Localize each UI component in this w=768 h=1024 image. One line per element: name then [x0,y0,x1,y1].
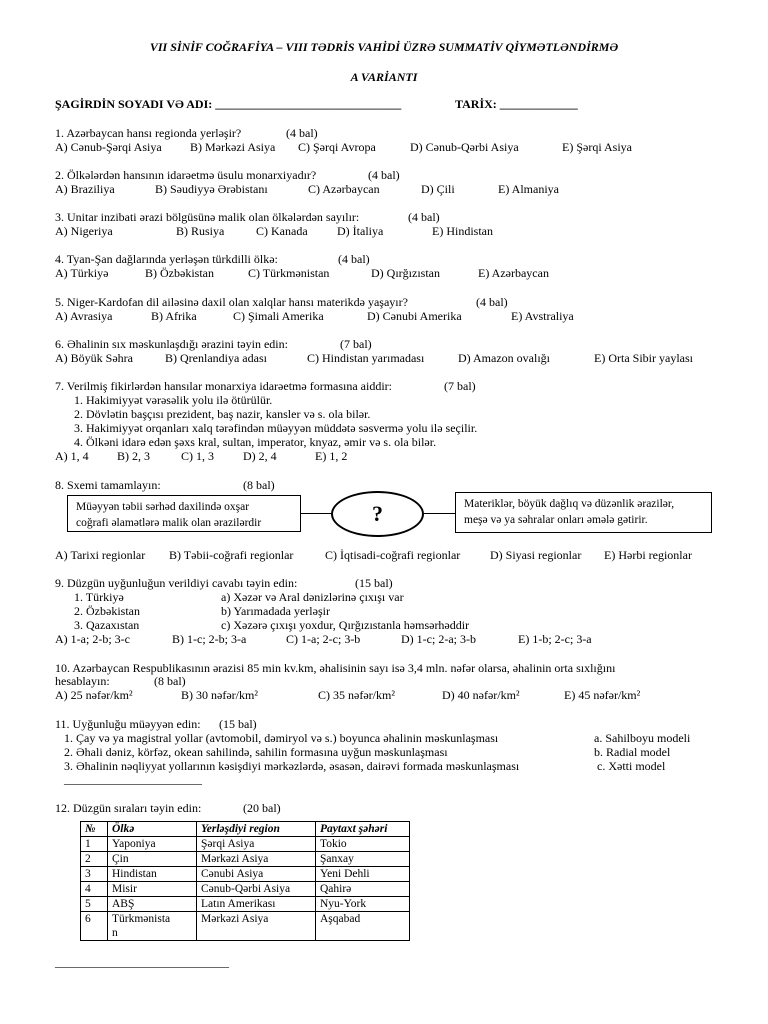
cell-number: 3 [81,867,108,882]
cell-country: Hindistan [108,867,197,882]
q11-left-2: 2. Əhali dəniz, körfəz, okean sahilində, sahilin formasına uyğun məskunlaşması [64,745,448,759]
date-line: TARİX: _____________ [455,97,578,111]
question-5: 5. Niger-Kardofan dil ailəsinə daxil olan xalqlar hansı materikdə yaşayır? [55,295,408,309]
question-2: 2. Ölkələrdən hansının idarəetmə üsulu monarxiyadır? [55,168,317,182]
q11-right-a: a. Sahilboyu modeli [594,731,691,745]
q4-option-a: A) Türkiyə [55,266,109,280]
col-header-number: № [81,822,108,837]
q6-option-a: A) Böyük Səhra [55,351,133,365]
q8-option-e: E) Hərbi regionlar [604,548,692,562]
table-row [81,852,410,867]
question-1: 1. Azərbaycan hansı regionda yerləşir? [55,126,242,140]
q9-left-1: 1. Türkiyə [74,590,124,604]
question-2-points: (4 bal) [368,168,400,182]
cell-country: Misir [108,882,197,897]
q12-answer-line[interactable]: _____________________________ [55,955,229,969]
q6-option-b: B) Qrenlandiya adası [165,351,267,365]
col-header-country: Ölkə [108,822,197,837]
q9-option-c: C) 1-a; 2-c; 3-b [286,632,361,646]
cell-region: Cənubi Asiya [197,867,316,882]
question-11: 11. Uyğunluğu müəyyən edin: [55,717,201,731]
q1-option-e: E) Şərqi Asiya [562,140,632,154]
q9-right-c: c) Xəzərə çıxışı yoxdur, Qırğızıstanla həmsərhəddir [221,618,470,632]
q4-option-e: E) Azərbaycan [478,266,549,280]
question-10-points: (8 bal) [154,674,186,688]
q9-option-e: E) 1-b; 2-c; 3-a [518,632,592,646]
cell-country: ABŞ [108,897,197,912]
q10-option-e: E) 45 nəfər/km² [564,688,641,702]
schema-right-line-2: meşə və ya səhralar onları əmələ gətirir. [464,514,648,526]
q11-left-3: 3. Əhalinin nəqliyyat yollarının kəsişdiyi mərkəzlərdə, əsasən, dairəvi formada məskunlaşması [64,759,520,773]
q7-statement-2: 2. Dövlətin başçısı prezident, baş nazir, kansler və s. ola bilər. [74,407,371,421]
q11-right-b: b. Radial model [594,745,671,759]
schema-left-line-2: coğrafi əlamətlərə malik olan ərazilərdir [76,517,262,529]
col-header-capital: Paytaxt şəhəri [316,822,410,837]
schema-right-box [455,492,712,533]
cell-country: Türkmənista n [108,912,197,941]
q11-left-1: 1. Çay və ya magistral yollar (avtomobil, dəmiryol və s.) boyunca əhalinin məskunlaşması [64,731,499,745]
q7-statement-1: 1. Hakimiyyət vərəsəlik yolu ilə ötürülür. [74,393,273,407]
q9-right-b: b) Yarımadada yerləşir [221,604,330,618]
q7-option-d: D) 2, 4 [243,449,277,463]
q9-left-3: 3. Qazaxıstan [74,618,140,632]
q2-option-a: A) Braziliya [55,182,115,196]
question-1-points: (4 bal) [286,126,318,140]
q9-option-a: A) 1-a; 2-b; 3-c [55,632,130,646]
q5-option-e: E) Avstraliya [511,309,574,323]
cell-capital: Qahirə [316,882,410,897]
question-7-points: (7 bal) [444,379,476,393]
q2-option-d: D) Çili [421,182,455,196]
schema-center-ellipse [331,491,424,537]
schema-left-connector [301,513,332,514]
question-4: 4. Tyan-Şan dağlarında yerləşən türkdilli ölkə: [55,252,278,266]
question-8-points: (8 bal) [243,478,275,492]
cell-number: 4 [81,882,108,897]
q7-option-e: E) 1, 2 [315,449,348,463]
q8-option-b: B) Təbii-coğrafi regionlar [169,548,294,562]
question-10: 10. Azərbaycan Respublikasının ərazisi 85 min kv.km, əhalisinin sayı isə 3,4 mln. nəfər olarsa, əhalinin orta sıxlığını [55,661,616,675]
q7-option-a: A) 1, 4 [55,449,89,463]
cell-region: Cənub-Qərbi Asiya [197,882,316,897]
schema-question-mark: ? [372,501,383,526]
q11-answer-line[interactable]: _______________________ [64,772,202,786]
q9-right-a: a) Xəzər və Aral dənizlərinə çıxışı var [221,590,404,604]
q6-option-c: C) Hindistan yarımadası [307,351,425,365]
q6-option-d: D) Amazon ovalığı [458,351,550,365]
table-row [81,837,410,852]
table-row [81,882,410,897]
col-header-region: Yerləşdiyi region [197,822,316,837]
country-table [80,821,410,941]
q10-option-c: C) 35 nəfər/km² [318,688,395,702]
q11-right-c: c. Xətti model [597,759,666,773]
question-3: 3. Unitar inzibati ərazi bölgüsünə malik olan ölkələrdən sayılır: [55,210,360,224]
cell-country: Çin [108,852,197,867]
cell-capital: Tokio [316,837,410,852]
q4-option-b: B) Özbəkistan [145,266,214,280]
q3-option-b: B) Rusiya [176,224,225,238]
schema-left-line-1: Müəyyən təbii sərhəd daxilində oxşar [76,501,250,513]
q10-option-b: B) 30 nəfər/km² [181,688,258,702]
q5-option-a: A) Avrasiya [55,309,113,323]
table-row [81,912,410,941]
cell-country: Yaponiya [108,837,197,852]
q10-option-a: A) 25 nəfər/km² [55,688,133,702]
q3-option-d: D) İtaliya [337,224,384,238]
worksheet-title: VII SİNİF COĞRAFİYA – VIII TƏDRİS VAHİDİ ÜZRƏ SUMMATİV QİYMƏTLƏNDİRMƏ [149,40,619,54]
q8-option-c: C) İqtisadi-coğrafi regionlar [325,548,461,562]
q2-option-c: C) Azərbaycan [308,182,380,196]
question-12-points: (20 bal) [243,801,281,815]
q8-option-a: A) Tarixi regionlar [55,548,146,562]
cell-region: Mərkəzi Asiya [197,852,316,867]
question-5-points: (4 bal) [476,295,508,309]
q5-option-b: B) Afrika [151,309,197,323]
q2-option-e: E) Almaniya [498,182,559,196]
table-row [81,897,410,912]
schema-left-box [67,495,301,532]
cell-region: Şərqi Asiya [197,837,316,852]
cell-number: 2 [81,852,108,867]
schema-right-connector [424,513,455,514]
question-12: 12. Düzgün sıraları təyin edin: [55,801,202,815]
question-6-points: (7 bal) [340,337,372,351]
q7-statement-4: 4. Ölkəni idarə edən şəxs kral, sultan, imperator, knyaz, əmir və s. ola bilər. [74,435,437,449]
q8-option-d: D) Siyasi regionlar [490,548,582,562]
question-8: 8. Sxemi tamamlayın: [55,478,161,492]
cell-region: Mərkəzi Asiya [197,912,316,941]
question-3-points: (4 bal) [408,210,440,224]
q6-option-e: E) Orta Sibir yaylası [594,351,693,365]
cell-capital: Aşqabad [316,912,410,941]
cell-capital: Şanxay [316,852,410,867]
q2-option-b: B) Səudiyyə Ərəbistanı [155,182,268,196]
question-10-cont: hesablayın: [55,674,110,688]
q9-left-2: 2. Özbəkistan [74,604,140,618]
question-7: 7. Verilmiş fikirlərdən hansılar monarxiya idarəetmə formasına aiddir: [55,379,393,393]
q1-option-c: C) Şərqi Avropa [298,140,376,154]
cell-number: 5 [81,897,108,912]
q3-option-a: A) Nigeriya [55,224,113,238]
question-9: 9. Düzgün uyğunluğun verildiyi cavabı təyin edin: [55,576,298,590]
question-9-points: (15 bal) [355,576,393,590]
student-name-line: ŞAGİRDİN SOYADI VƏ ADI: _______________________________ [55,97,402,111]
cell-number: 6 [81,912,108,941]
q7-option-b: B) 2, 3 [117,449,150,463]
question-4-points: (4 bal) [338,252,370,266]
cell-capital: Nyu-York [316,897,410,912]
q9-option-b: B) 1-c; 2-b; 3-a [172,632,247,646]
q1-option-d: D) Cənub-Qərbi Asiya [410,140,519,154]
q9-option-d: D) 1-c; 2-a; 3-b [401,632,476,646]
question-11-points: (15 bal) [219,717,257,731]
q4-option-d: D) Qırğızıstan [371,266,440,280]
cell-region: Latın Amerikası [197,897,316,912]
q1-option-a: A) Cənub-Şərqi Asiya [55,140,162,154]
q7-option-c: C) 1, 3 [181,449,214,463]
q5-option-d: D) Cənubi Amerika [367,309,462,323]
table-row [81,867,410,882]
table-header-row [81,822,410,837]
cell-number: 1 [81,837,108,852]
q5-option-c: C) Şimali Amerika [233,309,324,323]
question-6: 6. Əhalinin sıx məskunlaşdığı ərazini təyin edin: [55,337,288,351]
q3-option-e: E) Hindistan [432,224,493,238]
q7-statement-3: 3. Hakimiyyət orqanları xalq tərəfindən müəyyən müddətə səsvermə yolu ilə seçilir. [74,421,478,435]
q10-option-d: D) 40 nəfər/km² [442,688,520,702]
variant-label: A VARİANTI [350,70,418,84]
schema-right-line-1: Materiklər, böyük dağlıq və düzənlik ərazilər, [464,498,675,510]
q4-option-c: C) Türkmənistan [248,266,330,280]
cell-capital: Yeni Dehli [316,867,410,882]
q1-option-b: B) Mərkəzi Asiya [190,140,276,154]
q3-option-c: C) Kanada [256,224,308,238]
